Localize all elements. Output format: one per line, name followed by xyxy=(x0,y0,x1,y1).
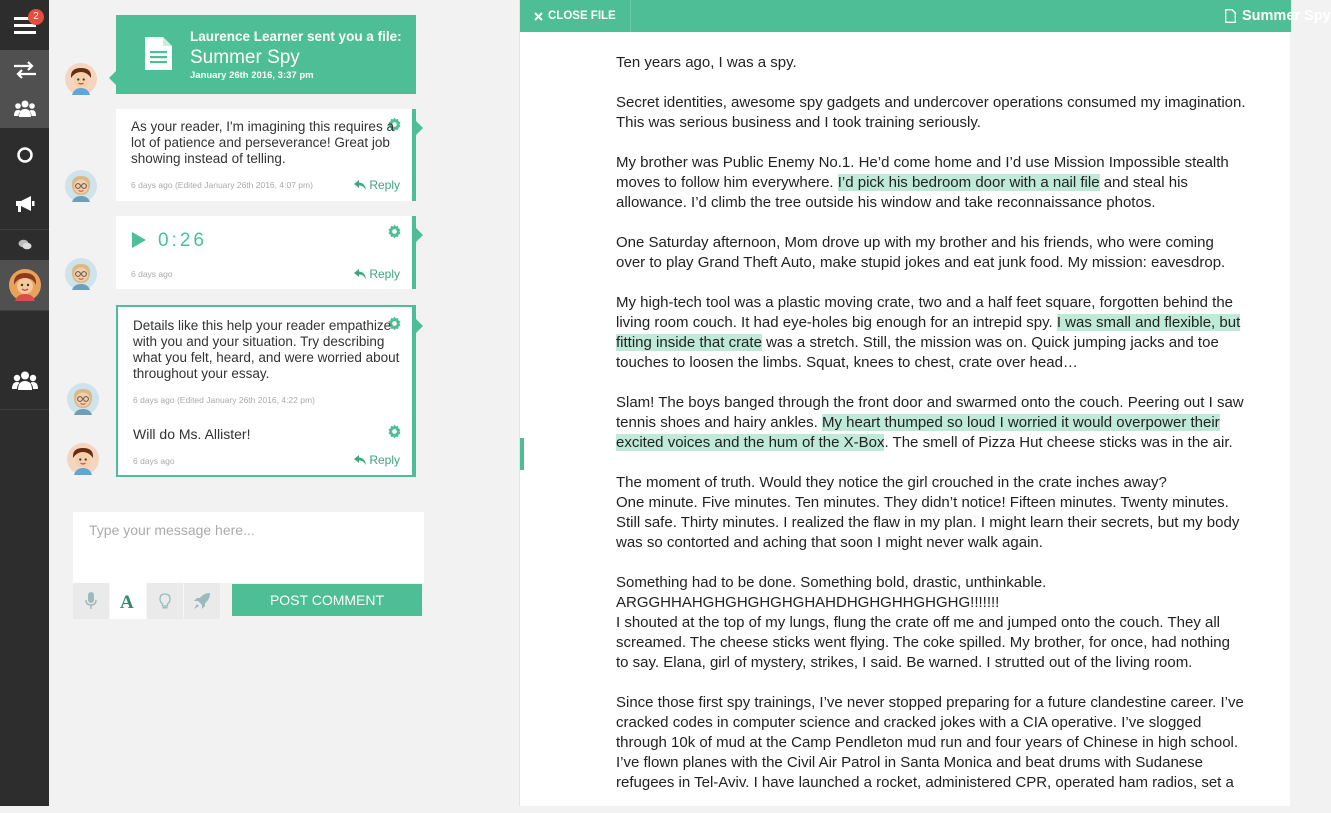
text-format-icon xyxy=(119,592,137,613)
audio-duration: 0:26 xyxy=(158,230,207,251)
paragraph-text: Ten years ago, I was a spy. xyxy=(616,54,797,71)
sidebar-item-announcements[interactable] xyxy=(0,185,49,223)
file-icon xyxy=(1225,9,1236,23)
message-composer xyxy=(73,512,424,583)
reply-label: Reply xyxy=(369,267,400,281)
reply-button[interactable] xyxy=(354,267,400,281)
reply-icon xyxy=(354,269,366,279)
paragraph-text: Something had to be done. Something bold, drastic, unthinkable. xyxy=(616,574,1047,591)
notification-badge: 2 xyxy=(28,9,44,25)
megaphone-icon xyxy=(15,195,35,213)
group-icon xyxy=(14,100,36,118)
reply-button[interactable] xyxy=(354,453,400,467)
reply-icon xyxy=(354,180,366,190)
close-file-label: CLOSE FILE xyxy=(548,10,616,22)
paragraph-text: Slam! The boys banged through the front door and swarmed onto the couch. Peering out I saw tennis shoes and hairy ankles. xyxy=(616,394,1244,431)
viewer-title xyxy=(1225,0,1331,32)
idea-button[interactable] xyxy=(147,583,184,619)
comment-meta: 6 days ago (Edited January 26th 2016, 4:22 pm) xyxy=(133,395,315,405)
comment-meta: 6 days ago xyxy=(131,269,173,279)
comment-thread xyxy=(49,0,519,806)
student-avatar xyxy=(65,63,97,95)
paragraph-text: One Saturday afternoon, Mom drove up with my brother and his friends, who were coming over to play Grand Theft Auto, make stupid jokes and eat junk food. My mission: eavesdrop. xyxy=(616,234,1226,271)
file-sender-line: Laurence Learner sent you a file: xyxy=(190,29,402,44)
document-paragraph xyxy=(616,393,1246,453)
paragraph-text: was a stretch. Still, the mission was on. Quick jumping jacks and toe touches to loosen the limbs. Squat, knees to chest, crate over head… xyxy=(616,334,1219,371)
teacher-avatar xyxy=(65,170,97,202)
highlighted-passage[interactable]: I was small and flexible, but fitting inside that crate xyxy=(616,314,1241,351)
document-paragraph xyxy=(616,573,1246,673)
paragraph-text: One minute. Five minutes. Ten minutes. They didn’t notice! Fifteen minutes. Twenty minutes. Still safe. Thirty minutes. I realized the flaw in my plan. I might learn their secrets, but my body was so contorted and aching that soon I might never walk again. xyxy=(616,494,1240,551)
document-paragraph xyxy=(616,233,1246,273)
teacher-avatar xyxy=(65,258,97,290)
sidebar-item-profile[interactable] xyxy=(0,260,49,310)
microphone-icon xyxy=(85,592,97,610)
teacher-avatar xyxy=(67,383,99,415)
chat-bubbles-icon xyxy=(18,239,32,251)
settings-gear-icon[interactable] xyxy=(387,224,402,239)
file-title[interactable]: Summer Spy xyxy=(190,47,300,68)
reply-label: Reply xyxy=(369,178,400,192)
settings-gear-icon[interactable] xyxy=(387,424,402,439)
viewer-toolbar xyxy=(520,0,1331,32)
launch-button[interactable] xyxy=(184,583,221,619)
reply-label: Reply xyxy=(369,453,400,467)
comment-text: As your reader, I'm imagining this requires a lot of patience and perseverance! Great job showing instead of telling. xyxy=(131,119,394,166)
paragraph-text: ARGGHHAHGHGHGHGHGHAHDHGHGHHGHGHG!!!!!!! xyxy=(616,594,1000,611)
paragraph-text: and steal his allowance. I’d climb the tree outside his window and take reconnaissance photos. xyxy=(616,174,1188,211)
highlighted-passage[interactable]: My heart thumped so loud I worried it would overpower their excited voices and the hum of the X-Box xyxy=(616,414,1220,451)
selected-comment-card xyxy=(116,305,416,477)
document-viewer xyxy=(519,0,1331,806)
reply-icon xyxy=(354,455,366,465)
document-paragraph xyxy=(616,693,1246,793)
user-avatar xyxy=(9,269,41,301)
rocket-icon xyxy=(193,592,211,610)
paragraph-text: I shouted at the top of my lungs, flung the crate off me and jumped onto the couch. They all screamed. The cheese sticks went flying. The coke spilled. My brother, for once, had nothing to say. Elana, girl of mystery, strikes, I said. Be warned. I strutted out of the living room. xyxy=(616,614,1230,671)
document-paragraph xyxy=(616,293,1246,373)
document-paragraph xyxy=(616,53,1246,73)
paragraph-text: My brother was Public Enemy No.1. He’d come home and I’d use Mission Impossible stealth moves to follow him everywhere. xyxy=(616,154,1229,191)
record-audio-button[interactable] xyxy=(73,583,110,619)
menu-button[interactable] xyxy=(0,0,49,50)
community-icon xyxy=(12,371,38,391)
sidebar-item-chat[interactable] xyxy=(0,230,49,260)
paragraph-text: The moment of truth. Would they notice the girl crouched in the crate inches away? xyxy=(616,474,1167,491)
close-file-button[interactable] xyxy=(520,0,631,32)
paragraph-text: . The smell of Pizza Hut cheese sticks was in the air. xyxy=(884,434,1233,451)
post-comment-button[interactable]: POST COMMENT xyxy=(232,584,422,616)
reply-button[interactable] xyxy=(354,178,400,192)
text-format-button[interactable] xyxy=(110,583,147,619)
document-paragraph xyxy=(616,93,1246,133)
swap-arrows-icon xyxy=(14,62,36,78)
close-icon xyxy=(534,12,543,21)
student-avatar xyxy=(67,443,99,475)
file-message-card[interactable] xyxy=(116,15,416,94)
circle-icon xyxy=(16,146,34,164)
highlighted-passage[interactable]: I’d pick his bedroom door with a nail file xyxy=(837,174,1100,191)
document-icon xyxy=(145,37,172,70)
document-paragraph xyxy=(616,153,1246,213)
composer-toolbar xyxy=(73,583,221,619)
document-paragraph xyxy=(616,473,1246,553)
comment-marker[interactable] xyxy=(520,438,524,470)
reply-meta: 6 days ago xyxy=(133,456,175,466)
reply-text: Will do Ms. Allister! xyxy=(133,426,251,442)
file-timestamp: January 26th 2016, 3:37 pm xyxy=(190,70,314,81)
audio-comment-card xyxy=(116,216,416,289)
sidebar xyxy=(0,0,49,806)
sidebar-item-circle[interactable] xyxy=(0,136,49,174)
sidebar-item-groups[interactable] xyxy=(0,90,49,128)
comment-meta: 6 days ago (Edited January 26th 2016, 4:07 pm) xyxy=(131,180,313,190)
paragraph-text: My high-tech tool was a plastic moving crate, two and a half feet square, forgotten behind the living room couch. It had eye-holes big enough for an intrepid spy. xyxy=(616,294,1234,331)
viewer-title-text: Summer Spy xyxy=(1242,8,1331,24)
play-icon[interactable] xyxy=(132,232,146,248)
comment-text: Details like this help your reader empathize with you and your situation. Try describing what you felt, heard, and were worried about throughout your essay. xyxy=(133,318,400,381)
sidebar-item-community[interactable] xyxy=(0,360,49,402)
comment-card xyxy=(116,109,416,201)
document-body xyxy=(616,53,1246,813)
paragraph-text: Since those first spy trainings, I’ve never stopped preparing for a future clandestine career. I’ve cracked codes in computer science and cracked jokes with a CIA operative. I’ve slogged through 10k of mud at the Camp Pendleton mud run and four years of Chinese in high school. I’ve flown planes with the Civil Air Patrol in Santa Monica and beat drums with Sudanese refugees in Tel-Aviv. I have launched a rocket, administered CPR, operated ham radios, set a xyxy=(616,694,1244,791)
message-input[interactable] xyxy=(73,512,424,583)
paragraph-text: Secret identities, awesome spy gadgets and undercover operations consumed my imagination. This was serious business and I took training seriously. xyxy=(616,94,1246,131)
sidebar-item-exchange[interactable] xyxy=(0,50,49,90)
svg-text:A: A xyxy=(120,592,134,613)
lightbulb-icon xyxy=(159,593,171,610)
